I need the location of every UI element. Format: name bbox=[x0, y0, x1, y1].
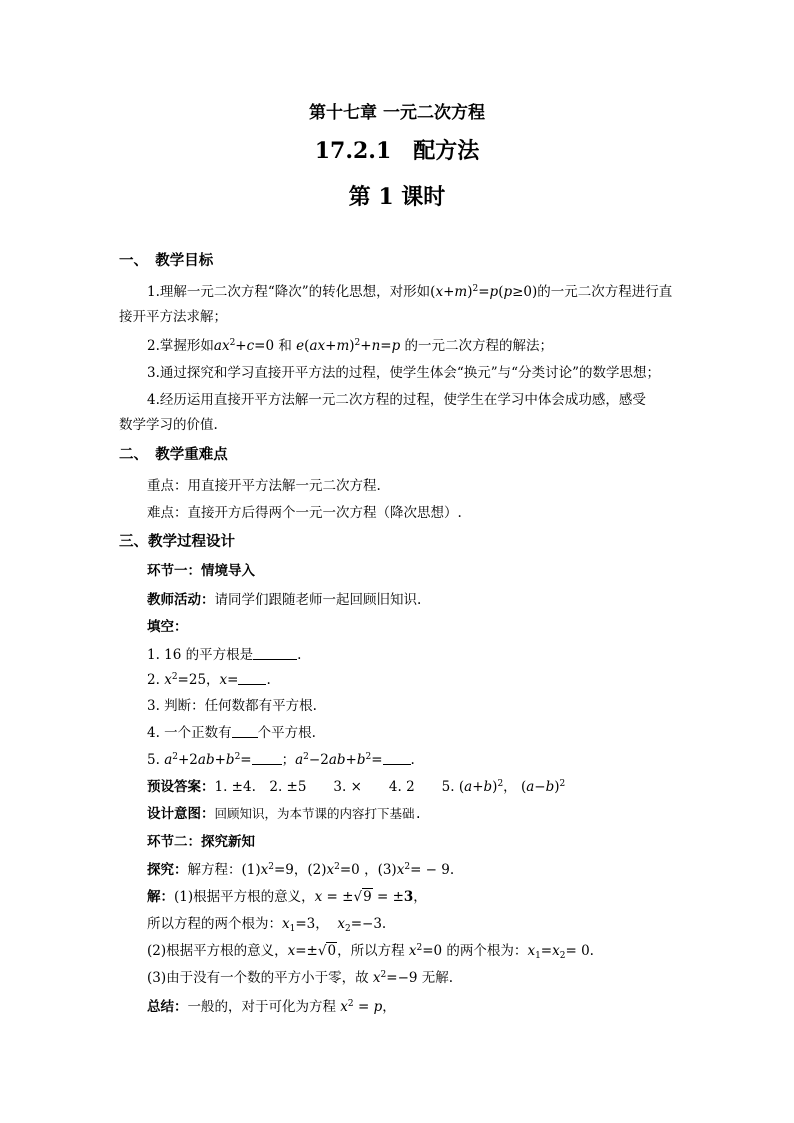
goals-heading: 一、 教学目标 bbox=[119, 252, 214, 269]
chapter-title: 第十七章 一元二次方程 bbox=[309, 103, 485, 123]
question-2: 2. $x^2=25$，x= . bbox=[147, 672, 271, 688]
step-1-heading: 环节一：情境导入 bbox=[147, 563, 255, 579]
question-3: 3. 判断：任何数都有平方根. bbox=[147, 698, 317, 714]
question-5: 5. $a^2+2ab+b^2=$ ；$a^2-2ab+b^2=$ . bbox=[147, 752, 415, 768]
goal-1: 1.理解一元二次方程“降次”的转化思想，对形如$(x+m)^2=p(p\ge 0)$的一元二次方程进行直 bbox=[147, 284, 673, 300]
difficulty-heading: 二、 教学重难点 bbox=[119, 446, 228, 463]
goal-2: 2.掌握形如$ax^2+c=0$ 和 $e(ax+m)^2+n=p$ 的一元二次方程的解法； bbox=[147, 338, 554, 354]
explore-task: 探究：解方程：$(1)x^2=9$，$(2)x^2=0$ ，$(3)x^2= - 9$. bbox=[147, 862, 455, 878]
solution-3: (3)由于没有一个数的平方小于零，故 $x^2=-9$ 无解. bbox=[147, 970, 454, 986]
solution-2: (2)根据平方根的意义，x=±√0，所以方程 $x^2=0$ 的两个根为：$x_1=x_2= 0$. bbox=[147, 943, 594, 961]
summary: 总结：一般的，对于可化为方程 $x^2 = p$， bbox=[147, 999, 396, 1015]
section-title: 17.2.1 配方法 bbox=[314, 138, 480, 164]
roots-1: 所以方程的两个根为：$x_1=3$， $x_2=-3$. bbox=[147, 916, 387, 934]
step-2-heading: 环节二：探究新知 bbox=[147, 834, 255, 850]
goal-3: 3.通过探究和学习直接开平方法的过程，使学生体会“换元”与“分类讨论”的数学思想； bbox=[147, 365, 660, 381]
fill-label: 填空： bbox=[147, 619, 188, 635]
hard-point: 难点：直接开方后得两个一元一次方程（降次思想）. bbox=[147, 505, 462, 521]
teacher-activity: 教师活动：请同学们跟随老师一起回顾旧知识. bbox=[147, 592, 422, 608]
lesson-title: 第 1 课时 bbox=[348, 184, 446, 210]
preset-answers: 预设答案：1. ±4. 2. ±5 3. × 4. 2 5. $(a+b)^2$， $(a-b)^2$ bbox=[147, 779, 566, 795]
process-heading: 三、教学过程设计 bbox=[119, 533, 235, 550]
question-4: 4. 一个正数有 个平方根. bbox=[147, 725, 316, 741]
design-intent: 设计意图：回顾知识，为本节课的内容打下基础. bbox=[147, 806, 423, 822]
solution-1: 解：(1)根据平方根的意义，x = ±√9 = ±3， bbox=[147, 889, 427, 905]
goal-4-cont: 数学学习的价值. bbox=[119, 417, 218, 433]
goal-1-cont: 接开平方法求解； bbox=[119, 309, 227, 325]
goal-4: 4.经历运用直接开平方法解一元二次方程的过程，使学生在学习中体会成功感，感受 bbox=[147, 392, 646, 408]
question-1: 1. 16 的平方根是 . bbox=[147, 647, 302, 663]
key-point: 重点：用直接开平方法解一元二次方程. bbox=[147, 478, 381, 494]
